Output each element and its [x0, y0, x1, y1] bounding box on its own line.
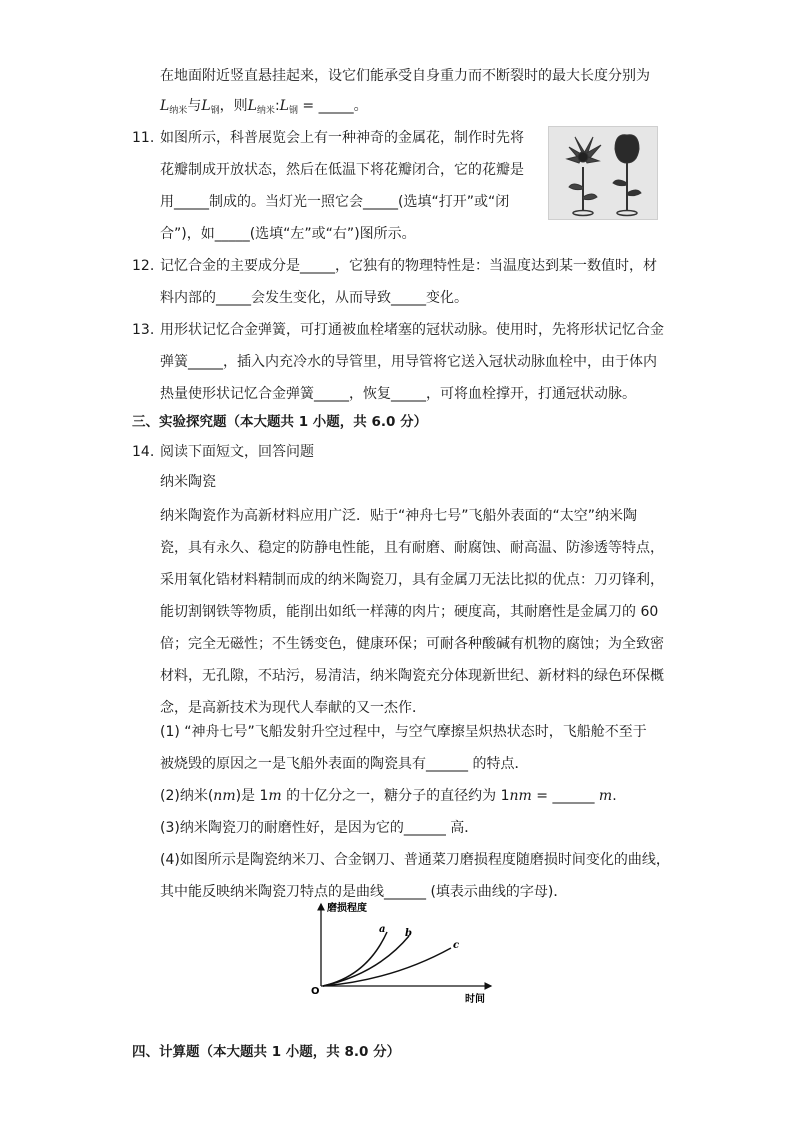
- q14-sub3: (3)纳米陶瓷刀的耐磨性好，是因为它的______ 高．: [160, 820, 479, 836]
- q14-passage-line: 念，是高新技术为现代人奉献的又一杰作．: [160, 700, 426, 716]
- curve-a-label: a: [379, 924, 386, 935]
- q12-number: 12.: [132, 258, 155, 274]
- q14-passage-line: 能切割钢铁等物质，能削出如纸一样薄的肉片；硬度高，其耐磨性是金属刀的 60: [160, 604, 659, 620]
- section-4-heading: 四、计算题（本大题共 1 小题，共 8.0 分）: [132, 1044, 401, 1060]
- q14-intro: 阅读下面短文，回答问题: [160, 444, 314, 460]
- q11-line4: 合”)，如_____(选填“左”或“右”)图所示。: [160, 226, 416, 242]
- q14-sub1-line1: (1) “神舟七号”飞船发射升空过程中，与空气摩擦呈炽热状态时，飞船舱不至于: [160, 724, 647, 740]
- q10-line1: 在地面附近竖直悬挂起来，设它们能承受自身重力而不断裂时的最大长度分别为: [160, 68, 650, 84]
- q14-sub2: (2)纳米(nm)是 1m 的十亿分之一，糖分子的直径约为 1nm = ______ m.: [160, 788, 617, 804]
- q10-line2: $L_{纳米}$与$L_钢$，则$L_{纳米}:L_钢$ = _____。: [160, 98, 368, 116]
- x-axis-label: 时间: [465, 994, 485, 1005]
- q14-passage-title: 纳米陶瓷: [160, 474, 216, 490]
- q13-line1: 用形状记忆合金弹簧，可打通被血栓堵塞的冠状动脉。使用时，先将形状记忆合金: [160, 322, 664, 338]
- curve-c-label: c: [453, 940, 460, 951]
- q13-number: 13.: [132, 322, 155, 338]
- y-axis-label: 磨损程度: [327, 903, 367, 914]
- q11-line3: 用_____制成的。当灯光一照它会_____(选填“打开”或“闭: [160, 194, 510, 210]
- q14-sub1-line2: 被烧毁的原因之一是飞船外表面的陶瓷具有______ 的特点．: [160, 756, 529, 772]
- q14-sub4-line2: 其中能反映纳米陶瓷刀特点的是曲线______ (填表示曲线的字母)．: [160, 884, 568, 900]
- q11-line1: 如图所示，科普展览会上有一种神奇的金属花，制作时先将: [160, 130, 524, 146]
- curve-b: [323, 936, 409, 986]
- metal-flower-photo: [548, 126, 658, 220]
- curve-b-label: b: [405, 928, 412, 939]
- q14-passage-line: 采用氧化锆材料精制而成的纳米陶瓷刀，具有金属刀无法比拟的优点：刀刃锋利，: [160, 572, 664, 588]
- q12-line1: 记忆合金的主要成分是_____，它独有的物理特性是：当温度达到某一数值时，材: [160, 258, 657, 274]
- q14-passage-line: 倍；完全无磁性；不生锈变色，健康环保；可耐各种酸碱有机物的腐蚀；为全致密: [160, 636, 664, 652]
- q11-number: 11.: [132, 130, 155, 146]
- q14-passage-line: 纳米陶瓷作为高新材料应用广泛．贴于“神舟七号”飞船外表面的“太空”纳米陶: [160, 508, 638, 524]
- q12-line2: 料内部的_____会发生变化，从而导致_____变化。: [160, 290, 468, 306]
- q14-passage-line: 材料，无孔隙，不玷污，易清洁，纳米陶瓷充分体现新世纪、新材料的绿色环保概: [160, 668, 664, 684]
- curve-a: [323, 932, 387, 986]
- q14-passage-line: 瓷，具有永久、稳定的防静电性能，且有耐磨、耐腐蚀、耐高温、防渗透等特点，: [160, 540, 664, 556]
- q13-line3: 热量使形状记忆合金弹簧_____，恢复_____，可将血栓撑开，打通冠状动脉。: [160, 386, 636, 402]
- q11-line2: 花瓣制成开放状态，然后在低温下将花瓣闭合，它的花瓣是: [160, 162, 524, 178]
- origin-label: O: [311, 986, 320, 997]
- q13-line2: 弹簧_____，插入内充冷水的导管里，用导管将它送入冠状动脉血栓中，由于体内: [160, 354, 657, 370]
- wear-chart: [305, 898, 495, 1008]
- q14-number: 14.: [132, 444, 155, 460]
- section-3-heading: 三、实验探究题（本大题共 1 小题，共 6.0 分）: [132, 414, 428, 430]
- q14-sub4-line1: (4)如图所示是陶瓷纳米刀、合金钢刀、普通菜刀磨损程度随磨损时间变化的曲线，: [160, 852, 670, 868]
